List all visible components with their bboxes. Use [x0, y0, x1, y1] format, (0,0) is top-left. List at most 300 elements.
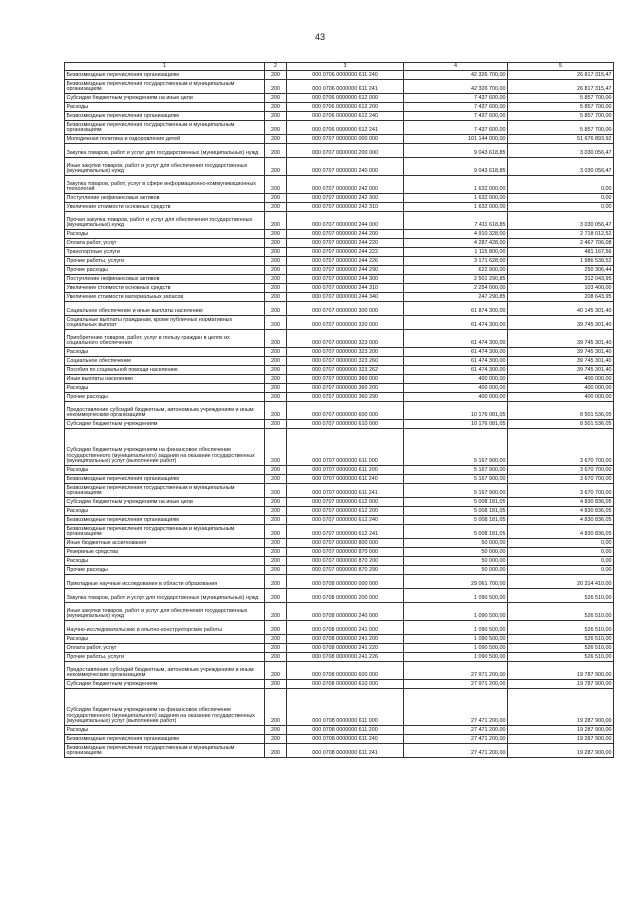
row-executed-cell: 5 857 700,00 — [508, 94, 614, 103]
row-planned-cell: 1 115 800,00 — [404, 248, 508, 257]
row-classification-cell: 000 0707 0000000 612 000 — [287, 498, 404, 507]
row-code-cell: 200 — [265, 248, 287, 257]
table-row — [65, 744, 614, 758]
row-planned-cell: 7 411 618,85 — [404, 212, 508, 230]
row-executed-cell: 0,00 — [508, 176, 614, 194]
table-row — [65, 393, 614, 402]
row-code-cell: 200 — [265, 135, 287, 144]
row-code-cell: 200 — [265, 744, 287, 758]
table-row — [65, 230, 614, 239]
row-executed-cell: 19 287 900,00 — [508, 744, 614, 758]
row-executed-cell: 0,00 — [508, 539, 614, 548]
row-classification-cell: 000 0707 0000000 200 000 — [287, 144, 404, 158]
row-planned-cell: 7 437 600,00 — [404, 121, 508, 135]
row-planned-cell: 42 326 700,00 — [404, 71, 508, 80]
row-code-cell: 200 — [265, 653, 287, 662]
row-executed-cell: 39 745 301,40 — [508, 330, 614, 348]
table-row — [65, 525, 614, 539]
row-classification-cell: 000 0707 0000000 611 000 — [287, 429, 404, 466]
row-code-cell: 200 — [265, 384, 287, 393]
row-classification-cell: 000 0706 0000000 612 241 — [287, 121, 404, 135]
table-row — [65, 330, 614, 348]
row-name-cell: Иные выплаты населению — [65, 375, 265, 384]
table-row — [65, 239, 614, 248]
row-code-cell: 200 — [265, 475, 287, 484]
row-code-cell: 200 — [265, 94, 287, 103]
row-name-cell: Прочие работы, услуги — [65, 257, 265, 266]
table-row — [65, 621, 614, 635]
row-executed-cell: 2 467 706,08 — [508, 239, 614, 248]
row-name-cell: Безвозмездные перечисления государственным и муниципальным организациям — [65, 744, 265, 758]
row-code-cell: 200 — [265, 589, 287, 603]
row-executed-cell: 5 857 700,00 — [508, 112, 614, 121]
row-code-cell: 200 — [265, 284, 287, 293]
table-row — [65, 420, 614, 429]
row-planned-cell: 4 910 328,00 — [404, 230, 508, 239]
row-planned-cell: 50 000,00 — [404, 539, 508, 548]
row-executed-cell: 20 314 410,00 — [508, 575, 614, 589]
row-code-cell: 200 — [265, 689, 287, 726]
row-code-cell: 200 — [265, 603, 287, 621]
row-planned-cell: 9 043 618,85 — [404, 158, 508, 176]
row-code-cell: 200 — [265, 375, 287, 384]
row-classification-cell: 000 0707 0000000 870 290 — [287, 566, 404, 575]
row-name-cell: Безвозмездные перечисления организациям — [65, 112, 265, 121]
row-classification-cell: 000 0707 0000000 610 000 — [287, 420, 404, 429]
row-name-cell: Безвозмездные перечисления государственным и муниципальным организациям — [65, 80, 265, 94]
row-executed-cell: 5 857 700,00 — [508, 121, 614, 135]
row-classification-cell: 000 0707 0000000 242 000 — [287, 176, 404, 194]
row-classification-cell: 000 0707 0000000 360 000 — [287, 375, 404, 384]
row-executed-cell: 526 510,00 — [508, 644, 614, 653]
row-executed-cell: 400 000,00 — [508, 384, 614, 393]
row-executed-cell: 3 670 700,00 — [508, 429, 614, 466]
table-row — [65, 429, 614, 466]
table-row — [65, 589, 614, 603]
row-code-cell: 200 — [265, 420, 287, 429]
row-code-cell: 200 — [265, 466, 287, 475]
row-classification-cell: 000 0707 0000000 800 000 — [287, 539, 404, 548]
row-classification-cell: 000 0707 0000000 242 300 — [287, 194, 404, 203]
row-classification-cell: 000 0707 0000000 360 200 — [287, 384, 404, 393]
row-code-cell: 200 — [265, 257, 287, 266]
row-code-cell: 200 — [265, 735, 287, 744]
row-classification-cell: 000 0707 0000000 000 000 — [287, 135, 404, 144]
row-name-cell: Транспортные услуги — [65, 248, 265, 257]
row-code-cell: 200 — [265, 266, 287, 275]
row-planned-cell: 5 167 900,00 — [404, 475, 508, 484]
row-classification-cell: 000 0707 0000000 242 310 — [287, 203, 404, 212]
row-executed-cell: 0,00 — [508, 548, 614, 557]
row-name-cell: Субсидии бюджетным учреждениям на финансовое обеспечение государственного (муниципального) задания на оказание государственных (муниципальных) услуг (выполнение работ) — [65, 689, 265, 726]
row-code-cell: 200 — [265, 103, 287, 112]
row-planned-cell: 61 474 300,00 — [404, 348, 508, 357]
row-executed-cell: 4 830 836,05 — [508, 507, 614, 516]
table-row — [65, 539, 614, 548]
table-row — [65, 176, 614, 194]
row-planned-cell: 7 437 600,00 — [404, 94, 508, 103]
table-row — [65, 80, 614, 94]
table-row — [65, 275, 614, 284]
row-planned-cell: 3 171 628,00 — [404, 257, 508, 266]
row-planned-cell: 7 437 600,00 — [404, 112, 508, 121]
row-executed-cell: 526 510,00 — [508, 635, 614, 644]
row-classification-cell: 000 0708 0000000 610 000 — [287, 680, 404, 689]
row-code-cell: 200 — [265, 402, 287, 420]
table-row — [65, 194, 614, 203]
row-classification-cell: 000 0707 0000000 612 241 — [287, 525, 404, 539]
row-classification-cell: 000 0706 0000000 611 240 — [287, 71, 404, 80]
row-planned-cell: 5 167 900,00 — [404, 429, 508, 466]
row-executed-cell: 5 857 700,00 — [508, 103, 614, 112]
row-classification-cell: 000 0707 0000000 323 000 — [287, 330, 404, 348]
row-planned-cell: 1 090 500,00 — [404, 603, 508, 621]
row-planned-cell: 1 632 000,00 — [404, 203, 508, 212]
row-planned-cell: 4 287 428,00 — [404, 239, 508, 248]
row-name-cell: Субсидии бюджетным учреждениям — [65, 680, 265, 689]
header-cell-3: 3 — [287, 63, 404, 71]
row-name-cell: Молодежная политика и оздоровление детей — [65, 135, 265, 144]
table-row — [65, 726, 614, 735]
row-classification-cell: 000 0707 0000000 360 290 — [287, 393, 404, 402]
table-row — [65, 566, 614, 575]
row-classification-cell: 000 0707 0000000 244 220 — [287, 239, 404, 248]
row-executed-cell: 8 501 536,05 — [508, 402, 614, 420]
row-classification-cell: 000 0708 0000000 600 000 — [287, 662, 404, 680]
row-planned-cell: 10 176 081,05 — [404, 420, 508, 429]
row-name-cell: Иные бюджетные ассигнования — [65, 539, 265, 548]
row-planned-cell: 5 008 181,05 — [404, 525, 508, 539]
row-planned-cell: 9 043 618,85 — [404, 144, 508, 158]
row-code-cell: 200 — [265, 293, 287, 302]
row-classification-cell: 000 0707 0000000 244 226 — [287, 257, 404, 266]
row-classification-cell: 000 0706 0000000 612 240 — [287, 112, 404, 121]
row-executed-cell: 39 745 301,40 — [508, 348, 614, 357]
row-name-cell: Расходы — [65, 507, 265, 516]
row-planned-cell: 101 144 000,00 — [404, 135, 508, 144]
row-code-cell: 200 — [265, 230, 287, 239]
row-planned-cell: 42 326 700,00 — [404, 80, 508, 94]
row-planned-cell: 247 290,85 — [404, 293, 508, 302]
table-row — [65, 484, 614, 498]
row-classification-cell: 000 0708 0000000 611 241 — [287, 744, 404, 758]
table-row — [65, 384, 614, 393]
table-row — [65, 507, 614, 516]
table-row — [65, 557, 614, 566]
row-executed-cell: 250 306,44 — [508, 266, 614, 275]
row-executed-cell: 4 830 836,05 — [508, 498, 614, 507]
table-row — [65, 689, 614, 726]
header-cell-1: 1 — [65, 63, 265, 71]
row-planned-cell: 27 471 200,00 — [404, 744, 508, 758]
row-name-cell: Прочие расходы — [65, 393, 265, 402]
row-classification-cell: 000 0708 0000000 241 220 — [287, 644, 404, 653]
header-cell-4: 4 — [404, 63, 508, 71]
row-classification-cell: 000 0708 0000000 611 240 — [287, 735, 404, 744]
row-planned-cell: 2 501 290,85 — [404, 275, 508, 284]
row-code-cell: 200 — [265, 112, 287, 121]
table-row — [65, 302, 614, 316]
table-row — [65, 366, 614, 375]
table-row — [65, 466, 614, 475]
row-classification-cell: 000 0707 0000000 323 260 — [287, 357, 404, 366]
row-planned-cell: 5 008 181,05 — [404, 516, 508, 525]
row-code-cell: 200 — [265, 393, 287, 402]
row-name-cell: Иные закупки товаров, работ и услуг для обеспечения государственных (муниципальных) нужд — [65, 158, 265, 176]
row-classification-cell: 000 0707 0000000 244 200 — [287, 230, 404, 239]
row-executed-cell: 0,00 — [508, 557, 614, 566]
row-executed-cell: 526 510,00 — [508, 589, 614, 603]
row-code-cell: 200 — [265, 194, 287, 203]
row-code-cell: 200 — [265, 621, 287, 635]
page-number: 43 — [314, 32, 325, 42]
row-name-cell: Резервные средства — [65, 548, 265, 557]
row-code-cell: 200 — [265, 525, 287, 539]
row-classification-cell: 000 0707 0000000 600 000 — [287, 402, 404, 420]
row-classification-cell: 000 0707 0000000 244 222 — [287, 248, 404, 257]
row-name-cell: Прочие расходы — [65, 566, 265, 575]
row-classification-cell: 000 0707 0000000 244 000 — [287, 212, 404, 230]
row-name-cell: Увеличение стоимости основных средств — [65, 203, 265, 212]
row-executed-cell: 39 745 301,40 — [508, 357, 614, 366]
row-planned-cell: 50 000,00 — [404, 557, 508, 566]
table-header-row — [65, 63, 614, 71]
row-classification-cell: 000 0707 0000000 300 000 — [287, 302, 404, 316]
row-name-cell: Безвозмездные перечисления организациям — [65, 516, 265, 525]
row-code-cell: 200 — [265, 330, 287, 348]
row-name-cell: Предоставление субсидий бюджетным, автономным учреждениям и иным некоммерческим организациям — [65, 662, 265, 680]
row-classification-cell: 000 0708 0000000 200 000 — [287, 589, 404, 603]
row-name-cell: Иные закупки товаров, работ и услуг для обеспечения государственных (муниципальных) нужд — [65, 603, 265, 621]
row-planned-cell: 400 000,00 — [404, 393, 508, 402]
row-code-cell: 200 — [265, 176, 287, 194]
row-executed-cell: 19 287 900,00 — [508, 726, 614, 735]
header-cell-2: 2 — [265, 63, 287, 71]
row-classification-cell: 000 0707 0000000 244 310 — [287, 284, 404, 293]
row-name-cell: Субсидии бюджетным учреждениям — [65, 420, 265, 429]
row-name-cell: Расходы — [65, 230, 265, 239]
row-classification-cell: 000 0708 0000000 241 226 — [287, 653, 404, 662]
row-planned-cell: 2 254 000,00 — [404, 284, 508, 293]
row-planned-cell: 1 090 500,00 — [404, 635, 508, 644]
row-classification-cell: 000 0708 0000000 611 000 — [287, 689, 404, 726]
table-row — [65, 498, 614, 507]
row-executed-cell: 208 643,95 — [508, 293, 614, 302]
row-executed-cell: 526 510,00 — [508, 653, 614, 662]
row-planned-cell: 1 090 500,00 — [404, 589, 508, 603]
row-planned-cell: 27 471 200,00 — [404, 726, 508, 735]
row-executed-cell: 1 986 538,52 — [508, 257, 614, 266]
row-planned-cell: 27 471 200,00 — [404, 735, 508, 744]
row-planned-cell: 61 474 300,00 — [404, 357, 508, 366]
row-executed-cell: 526 510,00 — [508, 621, 614, 635]
row-name-cell: Безвозмездные перечисления государственным и муниципальным организациям — [65, 525, 265, 539]
row-executed-cell: 39 745 301,40 — [508, 366, 614, 375]
table-row — [65, 71, 614, 80]
table-row — [65, 121, 614, 135]
row-name-cell: Прикладные научные исследования в области образования — [65, 575, 265, 589]
row-classification-cell: 000 0707 0000000 611 200 — [287, 466, 404, 475]
row-classification-cell: 000 0706 0000000 612 000 — [287, 94, 404, 103]
row-executed-cell: 39 745 301,40 — [508, 316, 614, 330]
row-name-cell: Расходы — [65, 726, 265, 735]
row-classification-cell: 000 0708 0000000 241 000 — [287, 621, 404, 635]
row-classification-cell: 000 0707 0000000 244 300 — [287, 275, 404, 284]
row-executed-cell: 3 670 700,00 — [508, 484, 614, 498]
row-name-cell: Расходы — [65, 103, 265, 112]
row-code-cell: 200 — [265, 429, 287, 466]
row-planned-cell: 10 176 081,05 — [404, 402, 508, 420]
row-planned-cell: 61 474 300,00 — [404, 316, 508, 330]
row-executed-cell: 26 817 315,47 — [508, 80, 614, 94]
table-row — [65, 575, 614, 589]
row-executed-cell: 40 145 301,40 — [508, 302, 614, 316]
row-planned-cell: 1 632 000,00 — [404, 194, 508, 203]
row-classification-cell: 000 0707 0000000 612 200 — [287, 507, 404, 516]
table-row — [65, 94, 614, 103]
row-planned-cell: 7 437 600,00 — [404, 103, 508, 112]
row-executed-cell: 19 287 900,00 — [508, 689, 614, 726]
table-row — [65, 635, 614, 644]
table-row — [65, 653, 614, 662]
table-row — [65, 203, 614, 212]
table-row — [65, 375, 614, 384]
table-row — [65, 402, 614, 420]
row-name-cell: Расходы — [65, 348, 265, 357]
budget-table — [64, 62, 614, 758]
table-row — [65, 284, 614, 293]
row-name-cell: Социальное обеспечение и иные выплаты населению — [65, 302, 265, 316]
row-code-cell: 200 — [265, 316, 287, 330]
row-executed-cell: 4 830 836,05 — [508, 525, 614, 539]
row-name-cell: Расходы — [65, 635, 265, 644]
row-planned-cell: 27 971 200,00 — [404, 662, 508, 680]
row-name-cell: Увеличение стоимости материальных запасов — [65, 293, 265, 302]
row-classification-cell: 000 0707 0000000 323 200 — [287, 348, 404, 357]
row-planned-cell: 1 090 500,00 — [404, 621, 508, 635]
row-code-cell: 200 — [265, 203, 287, 212]
row-executed-cell: 3 670 700,00 — [508, 466, 614, 475]
row-code-cell: 200 — [265, 575, 287, 589]
table-row — [65, 735, 614, 744]
row-executed-cell: 526 510,00 — [508, 603, 614, 621]
row-executed-cell: 8 501 536,05 — [508, 420, 614, 429]
table-row — [65, 475, 614, 484]
row-code-cell: 200 — [265, 726, 287, 735]
row-name-cell: Оплата работ, услуг — [65, 239, 265, 248]
row-name-cell: Прочие работы, услуги — [65, 653, 265, 662]
row-planned-cell: 27 471 200,00 — [404, 689, 508, 726]
row-code-cell: 200 — [265, 548, 287, 557]
row-classification-cell: 000 0707 0000000 323 262 — [287, 366, 404, 375]
row-name-cell: Субсидии бюджетным учреждениям на финансовое обеспечение государственного (муниципального) задания на оказание государственных (муниципальных) услуг (выполнение работ) — [65, 429, 265, 466]
row-planned-cell: 400 000,00 — [404, 375, 508, 384]
table-row — [65, 248, 614, 257]
row-code-cell: 200 — [265, 357, 287, 366]
row-planned-cell: 1 090 500,00 — [404, 644, 508, 653]
row-classification-cell: 000 0707 0000000 320 000 — [287, 316, 404, 330]
row-executed-cell: 3 670 700,00 — [508, 475, 614, 484]
table-row — [65, 293, 614, 302]
row-executed-cell: 103 400,00 — [508, 284, 614, 293]
row-code-cell: 200 — [265, 144, 287, 158]
table-row — [65, 103, 614, 112]
row-name-cell: Закупка товаров, работ и услуг для государственных (муниципальных) нужд — [65, 589, 265, 603]
row-code-cell: 200 — [265, 239, 287, 248]
row-name-cell: Приобретение товаров, работ, услуг в пользу граждан в целях их социального обеспечения — [65, 330, 265, 348]
row-executed-cell: 3 030 056,47 — [508, 158, 614, 176]
table-row — [65, 266, 614, 275]
table-row — [65, 603, 614, 621]
row-code-cell: 200 — [265, 680, 287, 689]
row-planned-cell: 5 167 900,00 — [404, 484, 508, 498]
row-executed-cell: 481 167,56 — [508, 248, 614, 257]
row-classification-cell: 000 0707 0000000 870 000 — [287, 548, 404, 557]
row-name-cell: Субсидии бюджетным учреждениям на иные цели — [65, 94, 265, 103]
row-name-cell: Расходы — [65, 466, 265, 475]
row-executed-cell: 0,00 — [508, 194, 614, 203]
table-row — [65, 212, 614, 230]
row-planned-cell: 622 900,00 — [404, 266, 508, 275]
row-code-cell: 200 — [265, 80, 287, 94]
row-classification-cell: 000 0708 0000000 611 200 — [287, 726, 404, 735]
row-executed-cell: 0,00 — [508, 203, 614, 212]
row-classification-cell: 000 0707 0000000 244 340 — [287, 293, 404, 302]
row-code-cell: 200 — [265, 484, 287, 498]
header-cell-5: 5 — [508, 63, 614, 71]
table-row — [65, 158, 614, 176]
table-row — [65, 357, 614, 366]
row-classification-cell: 000 0707 0000000 611 241 — [287, 484, 404, 498]
row-name-cell: Расходы — [65, 384, 265, 393]
row-code-cell: 200 — [265, 557, 287, 566]
row-name-cell: Субсидии бюджетным учреждениям на иные цели — [65, 498, 265, 507]
row-classification-cell: 000 0706 0000000 612 200 — [287, 103, 404, 112]
row-planned-cell: 29 061 700,00 — [404, 575, 508, 589]
row-planned-cell: 5 167 900,00 — [404, 466, 508, 475]
table-row — [65, 316, 614, 330]
row-name-cell: Закупка товаров, работ, услуг в сфере информационно-коммуникационных технологий — [65, 176, 265, 194]
table-row — [65, 144, 614, 158]
row-code-cell: 200 — [265, 498, 287, 507]
row-code-cell: 200 — [265, 71, 287, 80]
table-row — [65, 257, 614, 266]
row-planned-cell: 61 474 300,00 — [404, 330, 508, 348]
table-row — [65, 348, 614, 357]
row-name-cell: Социальные выплаты гражданам, кроме публичных нормативных социальных выплат — [65, 316, 265, 330]
row-name-cell: Безвозмездные перечисления государственным и муниципальным организациям — [65, 484, 265, 498]
row-name-cell: Безвозмездные перечисления организациям — [65, 475, 265, 484]
row-planned-cell: 27 971 200,00 — [404, 680, 508, 689]
row-classification-cell: 000 0707 0000000 611 240 — [287, 475, 404, 484]
row-code-cell: 200 — [265, 644, 287, 653]
row-code-cell: 200 — [265, 516, 287, 525]
row-name-cell: Расходы — [65, 557, 265, 566]
row-executed-cell: 400 000,00 — [508, 393, 614, 402]
row-name-cell: Прочая закупка товаров, работ и услуг для обеспечения государственных (муниципальных) нужд — [65, 212, 265, 230]
row-executed-cell: 0,00 — [508, 566, 614, 575]
table-row — [65, 135, 614, 144]
row-code-cell: 200 — [265, 635, 287, 644]
row-name-cell: Социальное обеспечение — [65, 357, 265, 366]
row-code-cell: 200 — [265, 366, 287, 375]
row-executed-cell: 51 676 893,92 — [508, 135, 614, 144]
row-planned-cell: 400 000,00 — [404, 384, 508, 393]
row-classification-cell: 000 0707 0000000 240 000 — [287, 158, 404, 176]
row-code-cell: 200 — [265, 158, 287, 176]
row-executed-cell: 4 830 836,05 — [508, 516, 614, 525]
row-name-cell: Пособия по социальной помощи населению — [65, 366, 265, 375]
